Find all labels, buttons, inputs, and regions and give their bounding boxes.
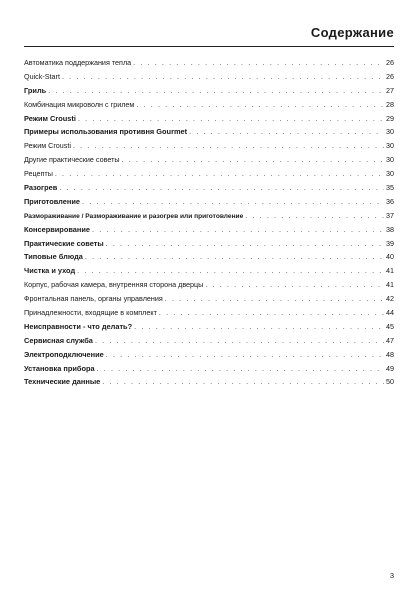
toc-entry-label: Типовые блюда xyxy=(24,252,83,262)
toc-entry-page: 39 xyxy=(386,238,394,248)
toc-entry-label: Установка прибора xyxy=(24,363,95,373)
toc-entry-page: 28 xyxy=(386,99,394,109)
toc-entry-page: 26 xyxy=(386,58,394,67)
toc-entry[interactable] xyxy=(24,181,394,195)
toc-entry-page: 30 xyxy=(386,155,394,165)
toc-leader-dots xyxy=(205,278,384,292)
toc-entry-label: Чистка и уход xyxy=(24,266,76,276)
toc-leader-dots xyxy=(106,237,384,251)
toc-entry-page: 47 xyxy=(386,335,394,345)
toc-entry-page: 41 xyxy=(386,280,394,290)
toc-entry-page: 30 xyxy=(386,127,394,137)
toc-entry-label: Другие практические советы xyxy=(24,155,120,165)
toc-entry[interactable] xyxy=(24,375,394,389)
toc-leader-dots xyxy=(85,250,384,264)
toc-leader-dots xyxy=(59,181,384,195)
toc-entry-label: Quick-Start xyxy=(24,71,60,81)
table-of-contents xyxy=(24,56,394,389)
toc-leader-dots xyxy=(97,362,384,376)
toc-leader-dots xyxy=(102,375,384,389)
toc-entry-label: Комбинация микроволн с грилем xyxy=(24,99,135,109)
toc-entry[interactable] xyxy=(24,153,394,167)
toc-entry-label: Принадлежности, входящие в комплект xyxy=(24,308,157,318)
toc-entry[interactable] xyxy=(24,292,394,306)
toc-entry-label: Разогрев xyxy=(24,183,58,193)
toc-leader-dots xyxy=(134,320,384,334)
toc-leader-dots xyxy=(122,153,384,167)
page-title: Содержание xyxy=(310,25,394,40)
toc-entry[interactable] xyxy=(24,195,394,209)
toc-entry[interactable] xyxy=(24,334,394,348)
toc-entry-label: Электроподключение xyxy=(24,349,104,359)
toc-entry-page: 37 xyxy=(386,210,394,220)
toc-leader-dots xyxy=(73,139,384,153)
toc-leader-dots xyxy=(106,348,384,362)
toc-entry-label: Практические советы xyxy=(24,238,104,248)
toc-entry-label: Режим Crousti xyxy=(24,141,71,151)
toc-entry-page: 41 xyxy=(386,266,394,276)
toc-entry-label: Консервирование xyxy=(24,224,91,234)
toc-entry-label: Неисправности - что делать? xyxy=(24,321,133,331)
toc-entry-page: 40 xyxy=(386,252,394,262)
toc-entry-page: 42 xyxy=(386,294,394,304)
toc-entry[interactable] xyxy=(24,112,394,126)
toc-entry-label: Технические данные xyxy=(24,377,101,387)
toc-entry-page: 49 xyxy=(386,363,394,373)
toc-leader-dots xyxy=(55,167,384,181)
toc-entry-page: 45 xyxy=(386,321,394,331)
toc-entry[interactable] xyxy=(24,306,394,320)
toc-entry-page: 26 xyxy=(386,71,394,81)
toc-leader-dots xyxy=(77,264,384,278)
toc-entry[interactable] xyxy=(24,56,394,70)
toc-entry-label: Корпус, рабочая камера, внутренняя сторона дверцы xyxy=(24,280,204,290)
page-header xyxy=(24,18,394,47)
toc-leader-dots xyxy=(62,70,384,84)
page-number: 3 xyxy=(389,571,394,580)
toc-entry-page: 38 xyxy=(386,224,394,234)
toc-leader-dots xyxy=(78,112,384,126)
toc-leader-dots xyxy=(159,306,384,320)
toc-entry-label: Гриль xyxy=(24,85,47,95)
toc-entry[interactable] xyxy=(24,209,394,223)
toc-entry[interactable] xyxy=(24,167,394,181)
toc-entry-page: 36 xyxy=(386,196,394,206)
toc-entry-page: 30 xyxy=(386,141,394,151)
toc-leader-dots xyxy=(189,125,384,139)
toc-entry[interactable] xyxy=(24,139,394,153)
toc-leader-dots xyxy=(133,56,384,70)
toc-entry[interactable] xyxy=(24,278,394,292)
toc-entry-label: Примеры использования противня Gourmet xyxy=(24,127,188,137)
toc-entry[interactable] xyxy=(24,250,394,264)
toc-entry[interactable] xyxy=(24,348,394,362)
toc-leader-dots xyxy=(136,98,384,112)
toc-entry-label: Рецепты xyxy=(24,169,53,179)
toc-leader-dots xyxy=(48,84,384,98)
toc-entry[interactable] xyxy=(24,320,394,334)
toc-entry[interactable] xyxy=(24,84,394,98)
toc-entry-label: Автоматика поддержания тепла xyxy=(24,58,132,67)
toc-entry[interactable] xyxy=(24,362,394,376)
toc-entry-page: 44 xyxy=(386,308,394,318)
toc-entry-label: Режим Crousti xyxy=(24,113,76,123)
toc-entry-page: 27 xyxy=(386,85,394,95)
toc-entry[interactable] xyxy=(24,70,394,84)
toc-entry-label: Фронтальная панель, органы управления xyxy=(24,294,163,304)
toc-entry-label: Размораживание / Размораживание и разогрев или приготовление xyxy=(24,212,244,220)
toc-leader-dots xyxy=(245,209,384,223)
toc-entry-label: Сервисная служба xyxy=(24,335,93,345)
toc-entry-page: 29 xyxy=(386,113,394,123)
toc-entry-page: 35 xyxy=(386,183,394,193)
toc-entry-page: 30 xyxy=(386,169,394,179)
toc-leader-dots xyxy=(82,195,384,209)
toc-entry[interactable] xyxy=(24,237,394,251)
toc-entry[interactable] xyxy=(24,125,394,139)
toc-entry-page: 50 xyxy=(386,377,394,387)
toc-entry[interactable] xyxy=(24,98,394,112)
toc-leader-dots xyxy=(95,334,384,348)
toc-leader-dots xyxy=(92,223,384,237)
toc-leader-dots xyxy=(165,292,384,306)
toc-entry[interactable] xyxy=(24,264,394,278)
toc-entry-label: Приготовление xyxy=(24,196,80,206)
toc-entry[interactable] xyxy=(24,223,394,237)
toc-entry-page: 48 xyxy=(386,349,394,359)
